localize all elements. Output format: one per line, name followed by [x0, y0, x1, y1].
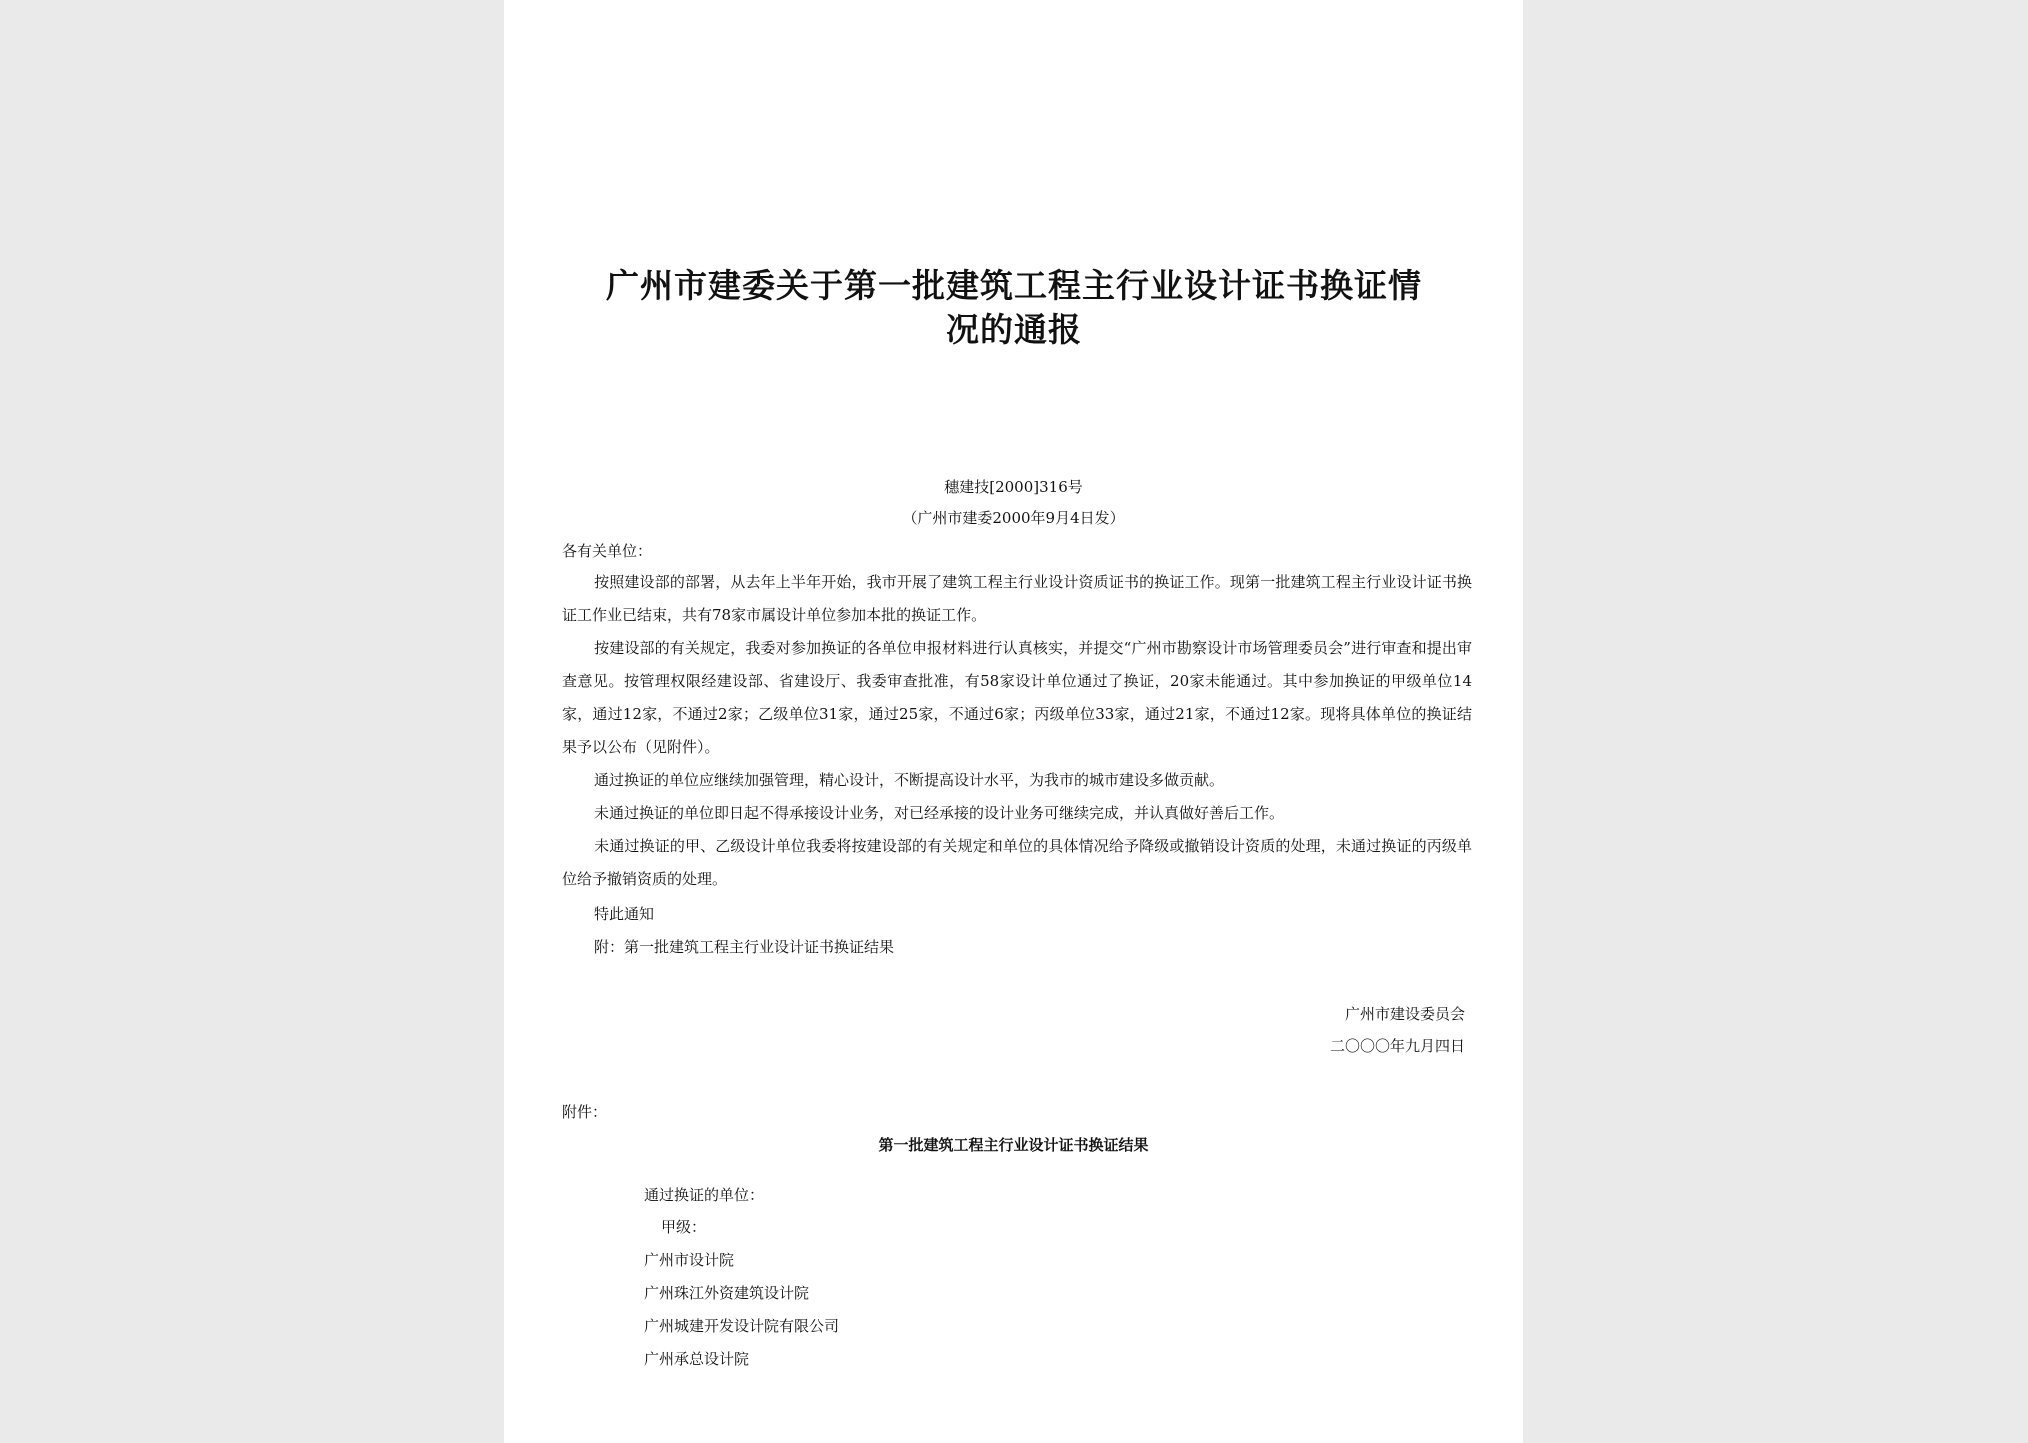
- notice-line: 特此通知: [594, 905, 655, 923]
- issue-note: （广州市建委2000年9月4日发）: [902, 509, 1125, 527]
- paragraph-3: [562, 764, 1472, 797]
- paragraph-4-text: 未通过换证的单位即日起不得承接设计业务，对已经承接的设计业务可继续完成，并认真做好善后工作。: [594, 804, 1285, 822]
- attachment-reference: 附：第一批建筑工程主行业设计证书换证结果: [594, 938, 895, 956]
- paragraph-1-text: 按照建设部的部署，从去年上半年开始，我市开展了建筑工程主行业设计资质证书的换证工作。现第一批建筑工程主行业设计证书换证工作业已结束，共有78家市属设计单位参加本批的换证工作。: [562, 573, 1472, 624]
- signer: 广州市建设委员会: [1344, 1005, 1465, 1023]
- paragraph-5-text: 未通过换证的甲、乙级设计单位我委将按建设部的有关规定和单位的具体情况给予降级或撤销设计资质的处理，未通过换证的丙级单位给予撤销资质的处理。: [562, 837, 1472, 888]
- list-item: 广州珠江外资建筑设计院: [644, 1284, 810, 1302]
- attachment-title: 第一批建筑工程主行业设计证书换证结果: [878, 1136, 1149, 1154]
- paragraph-2-text: 按建设部的有关规定，我委对参加换证的各单位申报材料进行认真核实，并提交“广州市勘察设计市场管理委员会”进行审查和提出审查意见。按管理权限经建设部、省建设厅、我委审查批准，有58家设计单位通过了换证，20家未能通过。其中参加换证的甲级单位14家，通过12家，不通过2家；乙级单位31家，通过25家，不通过6家；丙级单位33家，通过21家，不通过12家。现将具体单位的换证结果予以公布（见附件）。: [562, 639, 1472, 756]
- paragraph-3-text: 通过换证的单位应继续加强管理，精心设计，不断提高设计水平，为我市的城市建设多做贡献。: [594, 771, 1225, 789]
- document-page: [504, 0, 1523, 1443]
- attachment-label: 附件：: [562, 1103, 608, 1121]
- paragraph-2: [562, 632, 1472, 764]
- list-item: 广州城建开发设计院有限公司: [644, 1317, 840, 1335]
- paragraph-5: [562, 830, 1472, 896]
- document-title-line1: 广州市建委关于第一批建筑工程主行业设计证书换证情: [606, 266, 1422, 305]
- paragraph-4: [562, 797, 1472, 830]
- paragraph-1: [562, 566, 1472, 632]
- list-item: 广州承总设计院: [644, 1350, 750, 1368]
- grade-a-label: 甲级：: [661, 1218, 707, 1236]
- list-item: 广州市设计院: [644, 1251, 735, 1269]
- sign-date: 二〇〇〇年九月四日: [1329, 1037, 1465, 1055]
- salutation: 各有关单位：: [562, 542, 653, 560]
- passed-label: 通过换证的单位：: [644, 1186, 765, 1204]
- document-title-line2: 况的通报: [946, 310, 1082, 349]
- document-number: 穗建技[2000]316号: [944, 478, 1083, 496]
